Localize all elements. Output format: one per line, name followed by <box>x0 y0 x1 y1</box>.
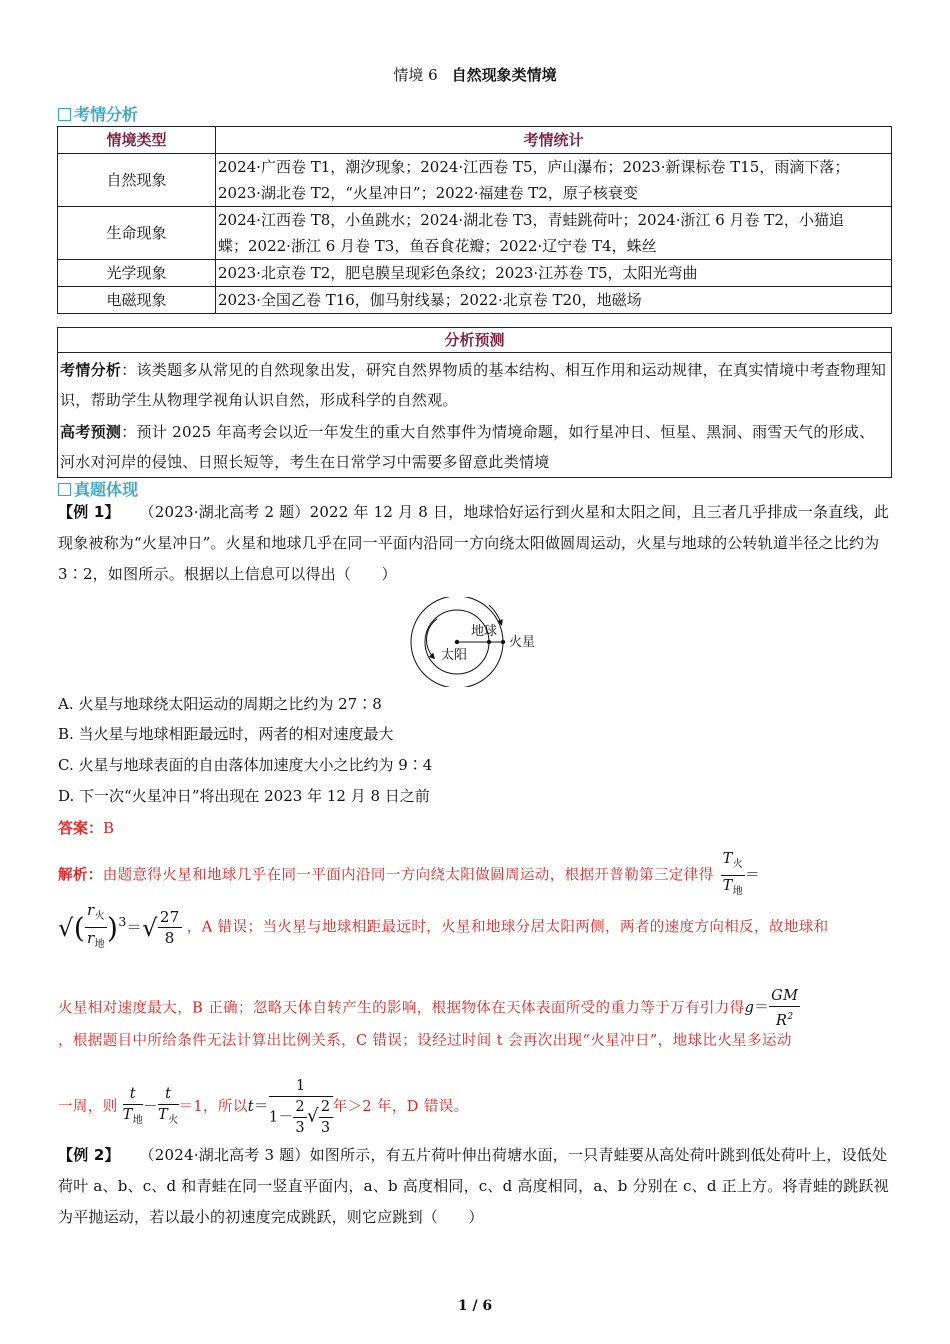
section-heading-analysis: 考情分析 <box>58 102 138 125</box>
page-number: 1 / 6 <box>457 1298 493 1314</box>
option-a: A. 火星与地球绕太阳运动的周期之比约为 27∶8 <box>58 695 382 713</box>
table-cell-stats: 2024·江西卷 T8，小鱼跳水；2024·湖北卷 T3，青蛙跳荷叶；2024·浙江 6 月卷 T2，小猫追 蝶；2022·浙江 6 月卷 T3，鱼吞食花瓣；2022·辽宁卷 T4，蛛丝 <box>216 207 892 260</box>
solution-line-2: √( $\frac{r_火}{r_地}$ )$^3$＝√ $\frac{27}{8}$ ，A 错误；当火星与地球相距最远时，火星和地球分居太阳两侧，两者的速度方向相反，故地球和 <box>58 901 829 950</box>
example-1-question: 【例 1】 （2023·湖北高考 2 题）2022 年 12 月 8 日，地球恰好运行到火星和太阳之间，且三者几乎排成一条直线，此现象被称为“火星冲日”。火星和地球几乎在同一平面内沿同一方向绕太阳做圆周运动，火星与地球的公转轨道半径之比约为 3∶2，如图所示。根据以上信息可以得出（ ） <box>58 503 890 583</box>
analysis-header: 分析预测 <box>58 328 891 353</box>
analysis-forecast-box <box>57 327 892 478</box>
page-title: 情境 6 自然现象类情境 <box>393 66 557 84</box>
answer-line: 答案：B <box>58 819 115 837</box>
table-cell-type: 生命现象 <box>58 207 216 260</box>
mars-direction-arrow <box>489 605 501 623</box>
table-row <box>58 154 892 207</box>
option-c: C. 火星与地球表面的自由落体加速度大小之比约为 9∶4 <box>58 756 433 774</box>
table-cell-stats: 2023·全国乙卷 T16，伽马射线暴；2022·北京卷 T20，地磁场 <box>216 287 892 314</box>
table-cell-stats: 2023·北京卷 T2，肥皂膜呈现彩色条纹；2023·江苏卷 T5，太阳光弯曲 <box>216 260 892 287</box>
forecast-paragraph: 高考预测：预计 2025 年高考会以近一年发生的重大自然事件为情境命题，如行星冲日、恒星、黑洞、雨雪天气的形成、河水对河岸的侵蚀、日照长短等，考生在日常学习中需要多留意此类情境 <box>60 423 875 471</box>
solution-line-4: ，根据题目中所给条件无法计算出比例关系，C 错误；设经过时间 t 会再次出现“火星冲日”，地球比火星多运动 <box>58 1033 792 1049</box>
solution-line-3: 火星相对速度最大，B 正确；忽略天体自转产生的影响，根据物体在天体表面所受的重力等于万有引力得g＝ $\frac{GM}{R^2}$ <box>58 988 799 1029</box>
table-header-stats: 考情统计 <box>216 127 892 154</box>
table-cell-type: 光学现象 <box>58 260 216 287</box>
example-2-question: 【例 2】 （2024·湖北高考 3 题）如图所示，有五片荷叶伸出荷塘水面，一只青蛙要从高处荷叶跳到低处荷叶上，设低处荷叶 a、b、c、d 和青蛙在同一竖直平面内，a、b 高度相同，c、d 高度相同，a、b 分别在 c、d 正上方。将青蛙的跳跃视为平抛运动，若以最小的初速度完成跳跃，则它应跳到（ ） <box>58 1146 889 1226</box>
solution-line-1: 解析：由题意得火星和地球几乎在同一平面内沿同一方向绕太阳做圆周运动，根据开普勒第三定律得 $\frac{T_火}{T_地}$ ＝ <box>58 849 760 902</box>
sun-dot <box>455 640 459 644</box>
option-d: D. 下一次“火星冲日”将出现在 2023 年 12 月 8 日之前 <box>58 787 430 805</box>
table-cell-stats: 2024·广西卷 T1，潮汐现象；2024·江西卷 T5，庐山瀑布；2023·新课标卷 T15，雨滴下落； 2023·湖北卷 T2，“火星冲日”；2022·福建卷 T2，原子核衰变 <box>216 154 892 207</box>
table-row <box>58 260 892 287</box>
table-cell-type: 自然现象 <box>58 154 216 207</box>
earth-label: 地球 <box>471 624 498 639</box>
section-heading-examples: 真题体现 <box>58 477 138 500</box>
solution-line-5: 一周，则 $\frac{t}{T_地}$ － $\frac{t}{T_火}$ ＝1，所以t＝ 1 1－ $\frac{2}{3}$ √ $\frac{2}{3}$ 年＞2 年，D 错误。 <box>58 1078 469 1136</box>
orbit-diagram <box>405 597 550 687</box>
analysis-paragraph: 考情分析：该类题多从常见的自然现象出发，研究自然界物质的基本结构、相互作用和运动规律，在真实情境中考查物理知识，帮助学生从物理学视角认识自然，形成科学的自然观。 <box>60 361 887 409</box>
exam-statistics-table <box>57 126 892 314</box>
checkbox-icon <box>58 108 71 121</box>
table-header-type: 情境类型 <box>58 127 216 154</box>
earth-dot <box>487 640 491 644</box>
table-cell-type: 电磁现象 <box>58 287 216 314</box>
earth-direction-arrow <box>427 619 437 657</box>
period-ratio-fraction: $\frac{T_火}{T_地}$ <box>722 851 744 897</box>
sun-label: 太阳 <box>441 648 468 663</box>
mars-dot <box>501 640 505 644</box>
table-header-row <box>58 127 892 154</box>
option-b: B. 当火星与地球相距最远时，两者的相对速度最大 <box>58 725 394 743</box>
radius-ratio-formula: √( $\frac{r_火}{r_地}$ )$^3$＝√ $\frac{27}{8}$ <box>58 901 180 950</box>
checkbox-icon <box>58 483 71 496</box>
table-row <box>58 207 892 260</box>
mars-label: 火星 <box>509 635 536 650</box>
table-row <box>58 287 892 314</box>
